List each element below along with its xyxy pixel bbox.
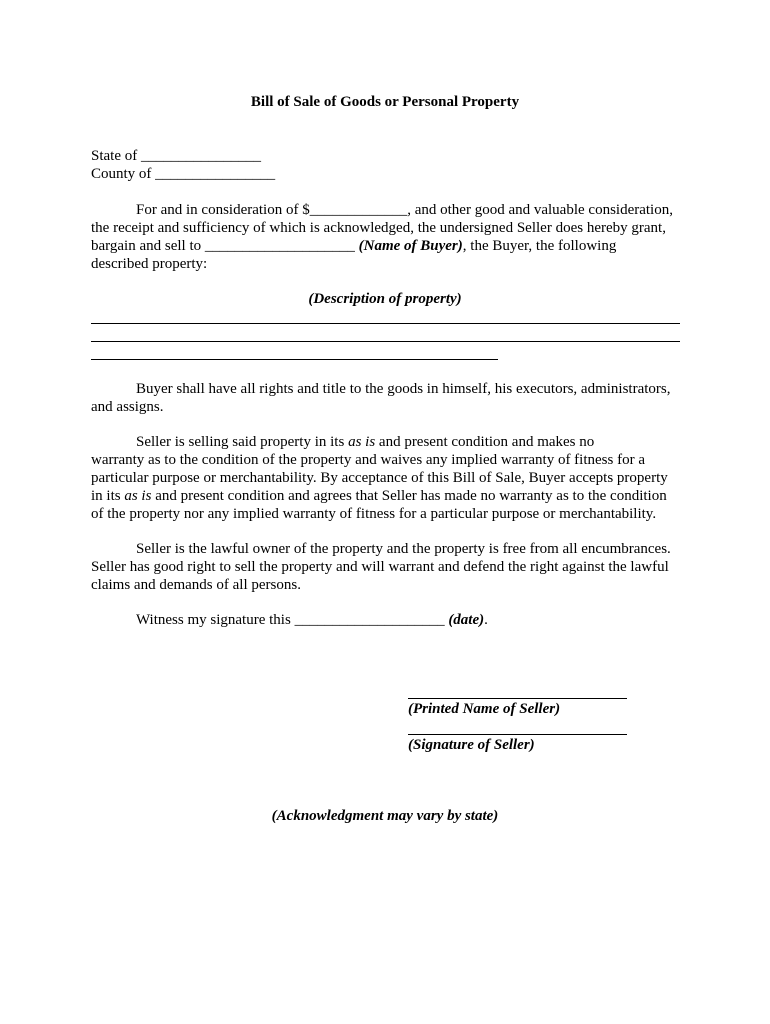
consideration-line-4: described property:: [91, 256, 208, 272]
consideration-line-3: bargain and sell to ____________________ (Name of Buyer), the Buyer, the following: [91, 238, 617, 254]
as-is-line-4: in its as is and present condition and agrees that Seller has made no warranty as to the condition: [91, 488, 667, 504]
buyer-name-field[interactable]: ____________________: [204, 238, 355, 254]
as-is-line-3: particular purpose or merchantability. By acceptance of this Bill of Sale, Buyer accepts property: [91, 470, 668, 486]
description-label: (Description of property): [308, 291, 462, 307]
state-line: [91, 147, 261, 165]
as-is-line-1: Seller is selling said property in its as is and present condition and makes no: [136, 434, 595, 450]
witness-line: Witness my signature this ____________________ (date).: [136, 612, 488, 628]
description-line-3[interactable]: [91, 359, 498, 360]
as-is-line-2: warranty as to the condition of the property and waives any implied warranty of fitness for a: [91, 452, 645, 468]
owner-line-1: Seller is the lawful owner of the property and the property is free from all encumbrances.: [136, 541, 671, 557]
acknowledgment-note: (Acknowledgment may vary by state): [271, 808, 499, 824]
county-line: [91, 165, 275, 183]
as-is-line-5: of the property nor any implied warranty of fitness for a particular purpose or merchantability.: [91, 506, 657, 522]
rights-line-2: and assigns.: [91, 399, 164, 415]
as-is-paragraph: [91, 433, 691, 523]
consideration-paragraph: [91, 201, 691, 273]
date-label: (date): [448, 612, 485, 628]
witness-paragraph: [91, 611, 691, 629]
owner-line-3: claims and demands of all persons.: [91, 577, 301, 593]
state-label: State of: [91, 148, 138, 164]
owner-paragraph: [91, 540, 691, 594]
printed-name-field[interactable]: [408, 698, 627, 699]
description-line-1[interactable]: [91, 323, 680, 324]
as-is-term-2: as is: [124, 488, 152, 504]
date-field[interactable]: ____________________: [294, 612, 445, 628]
county-label: County of: [91, 166, 152, 182]
rights-paragraph: [91, 380, 691, 416]
county-field[interactable]: ________________: [155, 166, 276, 182]
consideration-line-2: the receipt and sufficiency of which is acknowledged, the undersigned Seller does hereby grant,: [91, 220, 666, 236]
consideration-line-1: For and in consideration of $_____________, and other good and valuable consideration,: [136, 202, 673, 218]
buyer-name-label: (Name of Buyer): [358, 238, 463, 254]
amount-field[interactable]: _____________: [309, 202, 408, 218]
description-line-2[interactable]: [91, 341, 680, 342]
printed-name-label: (Printed Name of Seller): [408, 701, 561, 717]
state-field[interactable]: ________________: [141, 148, 261, 164]
owner-line-2: Seller has good right to sell the property and will warrant and defend the right against the lawful: [91, 559, 669, 575]
rights-line-1: Buyer shall have all rights and title to the goods in himself, his executors, administrators,: [136, 381, 671, 397]
document-title: Bill of Sale of Goods or Personal Property: [250, 94, 520, 110]
as-is-term: as is: [348, 434, 376, 450]
signature-field[interactable]: [408, 734, 627, 735]
signature-label: (Signature of Seller): [408, 737, 535, 753]
